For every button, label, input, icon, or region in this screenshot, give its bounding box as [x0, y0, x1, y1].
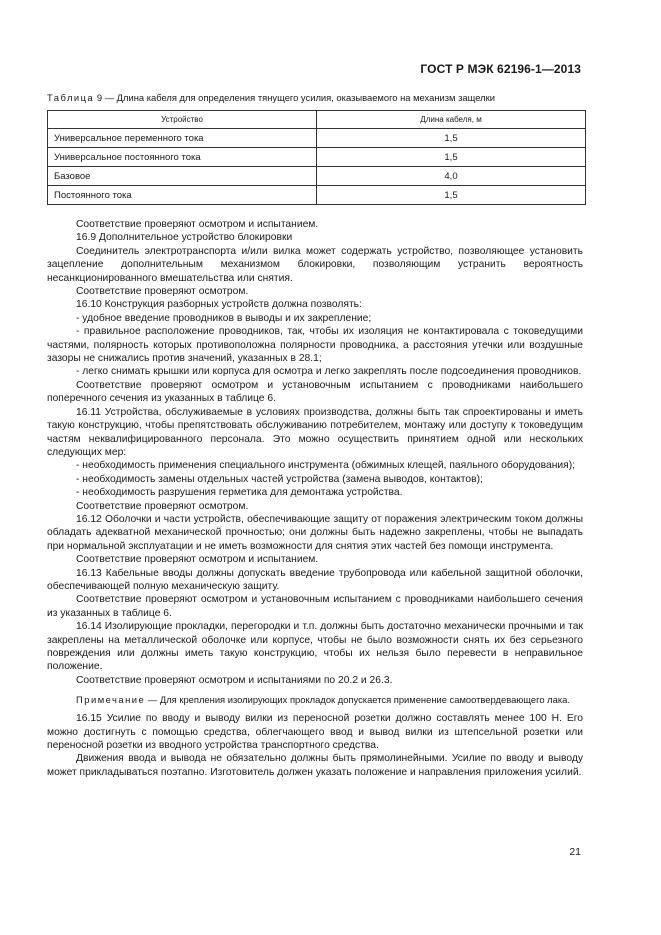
- cell-length: 1,5: [317, 148, 586, 167]
- list-item: - удобное введение проводников в выводы и их закрепление;: [76, 312, 372, 324]
- paragraph: 16.10 Конструкция разборных устройств должна позволять:: [76, 299, 362, 311]
- paragraph: 16.13 Кабельные вводы должны допускать введение трубопровода или кабельной защитной оболочки, обеспечивающей полную механическую защиту.: [47, 567, 583, 592]
- list-item: - правильное расположение проводников, так, чтобы их изоляция не контактировала с токоведущими частями, полярность которых противоположна полярности проводника, а расстояния утечки или воздушные зазоры не снижались против значений, указанных в 28.1;: [47, 326, 583, 365]
- paragraph: Соответствие проверяют осмотром и испытанием.: [76, 554, 319, 566]
- paragraph: Соответствие проверяют осмотром.: [76, 500, 249, 512]
- paragraph: Соответствие проверяют осмотром и испытанием.: [76, 219, 319, 230]
- list-item: - необходимость замены отдельных частей устройства (замена выводов, контактов);: [76, 473, 483, 485]
- table-caption-label: Таблица: [47, 92, 95, 103]
- note-text: — Для крепления изолирующих прокладок допускается применение самоотвердевающего лака.: [145, 694, 570, 706]
- cell-length: 1,5: [317, 186, 586, 205]
- table-row: [48, 129, 586, 148]
- cell-length: 1,5: [317, 129, 586, 148]
- cell-device: Универсальное переменного тока: [48, 129, 317, 148]
- column-header-length: Длина кабеля, м: [317, 111, 586, 129]
- paragraph: 16.15 Усилие по вводу и выводу вилки из переносной розетки должно составлять менее 100 Н. Его можно достигнуть с помощью средства, облегчающего ввод и вывод вилки из штепсельной розетки или переносной розетки из вводного устройства транспортного средства.: [47, 713, 583, 752]
- cable-length-table: [47, 110, 586, 205]
- cell-device: Постоянного тока: [48, 186, 317, 205]
- table-header-row: [48, 111, 586, 129]
- cell-device: Базовое: [48, 167, 317, 186]
- paragraph: 16.12 Оболочки и части устройств, обеспечивающие защиту от поражения электрическим током должны обладать адекватной механической прочностью; они должны быть надежно закреплены, чтобы не выпадать при нормальной эксплуатации и не иметь возможности для снятия этих частей без помощи инструмента.: [47, 513, 583, 552]
- cell-device: Универсальное постоянного тока: [48, 148, 317, 167]
- paragraph: 16.14 Изолирующие прокладки, перегородки и т.п. должны быть достаточно механически прочными и так закреплены на металлической оболочке или корпусе, чтобы не было возможности снять их без серьезного повреждения или должны иметь такую конструкцию, чтобы их нельзя было перевести в неправильное положение.: [47, 621, 583, 673]
- body-text: [47, 218, 583, 779]
- list-item: - легко снимать крышки или корпуса для осмотра и легко закреплять после подсоединения проводников.: [76, 366, 582, 378]
- table-row: [48, 167, 586, 186]
- paragraph: Соединитель электротранспорта и/или вилка может содержать устройство, позволяющее установить зацепление дополнительным механизмом блокировки, позволяющим устранить вероятность несанкционированного вмешательства или снятия.: [47, 245, 583, 284]
- section-heading: 16.9 Дополнительное устройство блокировки: [76, 232, 293, 244]
- paragraph: Движения ввода и вывода не обязательно должны быть прямолинейными. Усилие по вводу и выводу может прикладываться поэтапно. Изготовитель должен указать положение и направления приложения усилий.: [47, 753, 583, 778]
- table-caption-text: 9 — Длина кабеля для определения тянущего усилия, оказываемого на механизм защелки: [94, 92, 495, 103]
- page-number: 21: [569, 846, 581, 858]
- list-item: - необходимость разрушения герметика для демонтажа устройства.: [76, 487, 403, 499]
- table-row: [48, 148, 586, 167]
- paragraph: Соответствие проверяют осмотром и установочным испытанием с проводниками наибольшего поперечного сечения из указанных в таблице 6.: [47, 379, 583, 405]
- paragraph: Соответствие проверяют осмотром и установочным испытанием с проводниками наибольшего сечения из указанных в таблице 6.: [47, 594, 583, 619]
- paragraph: Соответствие проверяют осмотром.: [76, 286, 249, 298]
- list-item: - необходимость применения специального инструмента (обжимных клещей, паяльного оборудования);: [76, 460, 576, 472]
- table-row: [48, 186, 586, 205]
- column-header-device: Устройство: [48, 111, 317, 129]
- paragraph: Соответствие проверяют осмотром и испытаниями по 20.2 и 26.3.: [76, 674, 393, 686]
- note-label: Примечание: [76, 694, 146, 706]
- standard-number: ГОСТ Р МЭК 62196-1—2013: [420, 62, 581, 76]
- table-caption: [47, 92, 627, 103]
- note: [47, 693, 583, 706]
- cell-length: 4,0: [317, 167, 586, 186]
- paragraph: 16.11 Устройства, обслуживаемые в условиях производства, должны быть так спроектированы и иметь такую конструкцию, чтобы препятствовать обслуживанию потребителем, монтажу или доступу к токоведущим частям неквалифицированного персонала. Это можно осуществить принятием одной или нескольких следующих мер:: [47, 406, 583, 458]
